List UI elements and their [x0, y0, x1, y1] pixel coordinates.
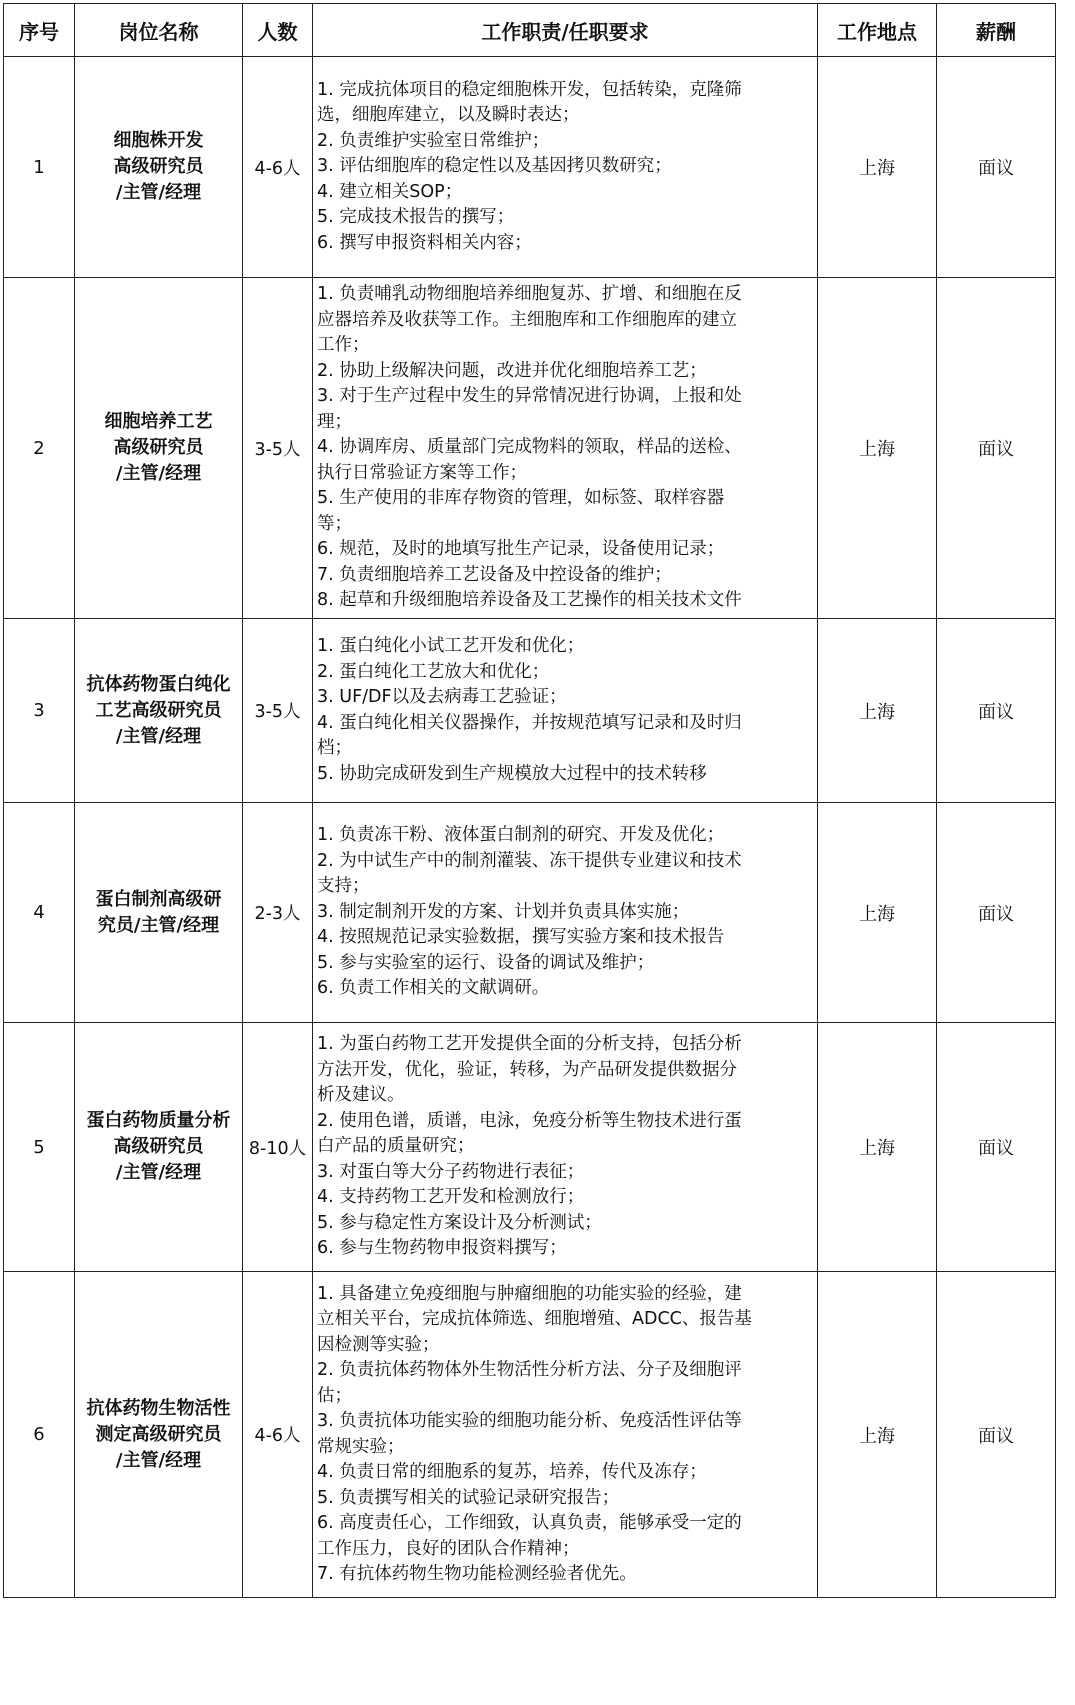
- duty-line: 4. 建立相关SOP；: [317, 181, 463, 202]
- headcount: 3-5人: [243, 278, 313, 619]
- duty-line: 理；: [317, 411, 352, 432]
- table-row: [4, 57, 1056, 278]
- duty-line: 2. 负责维护实验室日常维护；: [317, 130, 550, 151]
- headcount: 3-5人: [243, 619, 313, 803]
- duty-line: 1. 具备建立免疫细胞与肿瘤细胞的功能实验的经验，建: [317, 1283, 742, 1304]
- duty-line: 6. 负责工作相关的文献调研。: [317, 978, 550, 999]
- salary: 面议: [937, 1023, 1056, 1272]
- duty-line: 6. 撰写申报资料相关内容；: [317, 232, 532, 253]
- duty-line: 4. 协调库房、质量部门完成物料的领取，样品的送检、: [317, 437, 742, 458]
- row-number: 6: [4, 1272, 75, 1598]
- position-name: [75, 1023, 243, 1272]
- salary: 面议: [937, 278, 1056, 619]
- work-location: 上海: [818, 1272, 937, 1598]
- duty-line: 常规实验；: [317, 1436, 405, 1457]
- duty-line: 2. 蛋白纯化工艺放大和优化；: [317, 661, 550, 682]
- position-name-line: 测定高级研究员: [95, 1423, 222, 1445]
- duty-line: 白产品的质量研究；: [317, 1136, 475, 1157]
- row-number: 2: [4, 278, 75, 619]
- duty-line: 2. 使用色谱，质谱，电泳，免疫分析等生物技术进行蛋: [317, 1110, 742, 1131]
- duties-cell: [313, 619, 818, 803]
- table-row: [4, 1272, 1056, 1598]
- header-duties: 工作职责/任职要求: [313, 4, 818, 57]
- job-table: [3, 3, 1056, 1598]
- position-name-line: 蛋白制剂高级研: [95, 888, 222, 910]
- duty-line: 因检测等实验；: [317, 1334, 440, 1355]
- duty-line: 方法开发，优化，验证，转移，为产品研发提供数据分: [317, 1059, 737, 1080]
- duty-line: 估；: [317, 1385, 352, 1406]
- headcount: 4-6人: [243, 1272, 313, 1598]
- duties-cell: [313, 803, 818, 1023]
- header-name: 岗位名称: [75, 4, 243, 57]
- salary: 面议: [937, 619, 1056, 803]
- work-location: 上海: [818, 803, 937, 1023]
- duty-line: 5. 参与稳定性方案设计及分析测试；: [317, 1212, 602, 1233]
- position-name-line: /主管/经理: [115, 725, 202, 747]
- duty-line: 立相关平台，完成抗体筛选、细胞增殖、ADCC、报告基: [317, 1309, 752, 1329]
- work-location: 上海: [818, 278, 937, 619]
- duty-line: 3. 负责抗体功能实验的细胞功能分析、免疫活性评估等: [317, 1411, 742, 1431]
- duties-cell: [313, 1023, 818, 1272]
- duty-line: 4. 按照规范记录实验数据，撰写实验方案和技术报告: [317, 927, 725, 948]
- row-number: 4: [4, 803, 75, 1023]
- duty-line: 1. 为蛋白药物工艺开发提供全面的分析支持，包括分析: [317, 1034, 742, 1055]
- position-name: [75, 278, 243, 619]
- duty-line: 支持；: [317, 876, 370, 897]
- table-row: [4, 1023, 1056, 1272]
- position-name: [75, 57, 243, 278]
- duty-line: 应器培养及收获等工作。主细胞库和工作细胞库的建立: [317, 309, 737, 330]
- duty-line: 2. 负责抗体药物体外生物活性分析方法、分子及细胞评: [317, 1360, 742, 1380]
- duty-line: 7. 有抗体药物生物功能检测经验者优先。: [317, 1564, 637, 1584]
- duty-line: 5. 参与实验室的运行、设备的调试及维护；: [317, 952, 655, 973]
- duty-line: 5. 负责撰写相关的试验记录研究报告；: [317, 1487, 620, 1508]
- position-name: [75, 803, 243, 1023]
- position-name-line: /主管/经理: [115, 182, 202, 203]
- header-count: 人数: [243, 4, 313, 57]
- duty-line: 2. 为中试生产中的制剂灌装、冻干提供专业建议和技术: [317, 850, 742, 871]
- duty-line: 工作压力，良好的团队合作精神；: [317, 1538, 580, 1559]
- salary: 面议: [937, 803, 1056, 1023]
- position-name: [75, 619, 243, 803]
- headcount: 8-10人: [243, 1023, 313, 1272]
- duty-line: 3. 对蛋白等大分子药物进行表征；: [317, 1161, 585, 1182]
- table-row: [4, 619, 1056, 803]
- duty-line: 3. 对于生产过程中发生的异常情况进行协调，上报和处: [317, 386, 742, 407]
- duty-line: 5. 生产使用的非库存物资的管理，如标签、取样容器: [317, 488, 725, 509]
- position-name-line: 抗体药物生物活性: [86, 1397, 231, 1419]
- row-number: 1: [4, 57, 75, 278]
- salary: 面议: [937, 57, 1056, 278]
- header-num: 序号: [4, 4, 75, 57]
- duty-line: 3. 制定制剂开发的方案、计划并负责具体实施；: [317, 901, 690, 922]
- header-salary: 薪酬: [937, 4, 1056, 57]
- duty-line: 5. 协助完成研发到生产规模放大过程中的技术转移: [317, 763, 707, 784]
- duty-line: 8. 起草和升级细胞培养设备及工艺操作的相关技术文件: [317, 590, 742, 611]
- header-location: 工作地点: [818, 4, 937, 57]
- duties-cell: [313, 57, 818, 278]
- headcount: 4-6人: [243, 57, 313, 278]
- duty-line: 5. 完成技术报告的撰写；: [317, 207, 515, 228]
- position-name-line: 抗体药物蛋白纯化: [86, 673, 231, 695]
- duty-line: 工作；: [317, 335, 370, 356]
- duty-line: 6. 参与生物药物申报资料撰写；: [317, 1238, 567, 1259]
- table-row: [4, 803, 1056, 1023]
- duty-line: 1. 完成抗体项目的稳定细胞株开发，包括转染，克隆筛: [317, 79, 742, 100]
- row-number: 5: [4, 1023, 75, 1272]
- position-name-line: 高级研究员: [113, 1136, 204, 1157]
- duties-cell: [313, 1272, 818, 1598]
- table-row: [4, 278, 1056, 619]
- duty-line: 1. 负责冻干粉、液体蛋白制剂的研究、开发及优化；: [317, 825, 725, 846]
- duty-line: 4. 负责日常的细胞系的复苏，培养，传代及冻存；: [317, 1462, 707, 1482]
- duty-line: 析及建议。: [317, 1085, 405, 1106]
- position-name-line: /主管/经理: [115, 1449, 202, 1471]
- position-name-line: 工艺高级研究员: [95, 699, 222, 721]
- position-name-line: 高级研究员: [113, 156, 204, 177]
- duty-line: 4. 蛋白纯化相关仪器操作，并按规范填写记录和及时归: [317, 712, 742, 733]
- duty-line: 3. 评估细胞库的稳定性以及基因拷贝数研究；: [317, 156, 672, 177]
- position-name-line: 细胞株开发: [113, 130, 204, 151]
- duty-line: 等；: [317, 513, 352, 534]
- duty-line: 执行日常验证方案等工作；: [317, 462, 527, 483]
- duty-line: 3. UF/DF以及去病毒工艺验证；: [317, 687, 567, 707]
- duty-line: 1. 蛋白纯化小试工艺开发和优化；: [317, 636, 585, 656]
- row-number: 3: [4, 619, 75, 803]
- header-row: [4, 4, 1056, 57]
- position-name-line: 究员/主管/经理: [97, 914, 220, 936]
- duties-cell: [313, 278, 818, 619]
- duty-line: 7. 负责细胞培养工艺设备及中控设备的维护；: [317, 564, 672, 585]
- duty-line: 选，细胞库建立，以及瞬时表达；: [317, 105, 580, 126]
- work-location: 上海: [818, 619, 937, 803]
- work-location: 上海: [818, 57, 937, 278]
- duty-line: 4. 支持药物工艺开发和检测放行；: [317, 1187, 585, 1208]
- position-name-line: 蛋白药物质量分析: [86, 1110, 231, 1131]
- position-name-line: 高级研究员: [113, 437, 204, 458]
- duty-line: 6. 规范，及时的地填写批生产记录，设备使用记录；: [317, 539, 725, 560]
- headcount: 2-3人: [243, 803, 313, 1023]
- duty-line: 1. 负责哺乳动物细胞培养细胞复苏、扩增、和细胞在反: [317, 284, 742, 305]
- position-name-line: /主管/经理: [115, 463, 202, 484]
- work-location: 上海: [818, 1023, 937, 1272]
- position-name-line: /主管/经理: [115, 1162, 202, 1183]
- duty-line: 2. 协助上级解决问题，改进并优化细胞培养工艺；: [317, 360, 707, 381]
- duty-line: 档；: [317, 738, 352, 758]
- position-name-line: 细胞培养工艺: [104, 411, 213, 432]
- salary: 面议: [937, 1272, 1056, 1598]
- duty-line: 6. 高度责任心，工作细致，认真负责，能够承受一定的: [317, 1513, 742, 1533]
- position-name: [75, 1272, 243, 1598]
